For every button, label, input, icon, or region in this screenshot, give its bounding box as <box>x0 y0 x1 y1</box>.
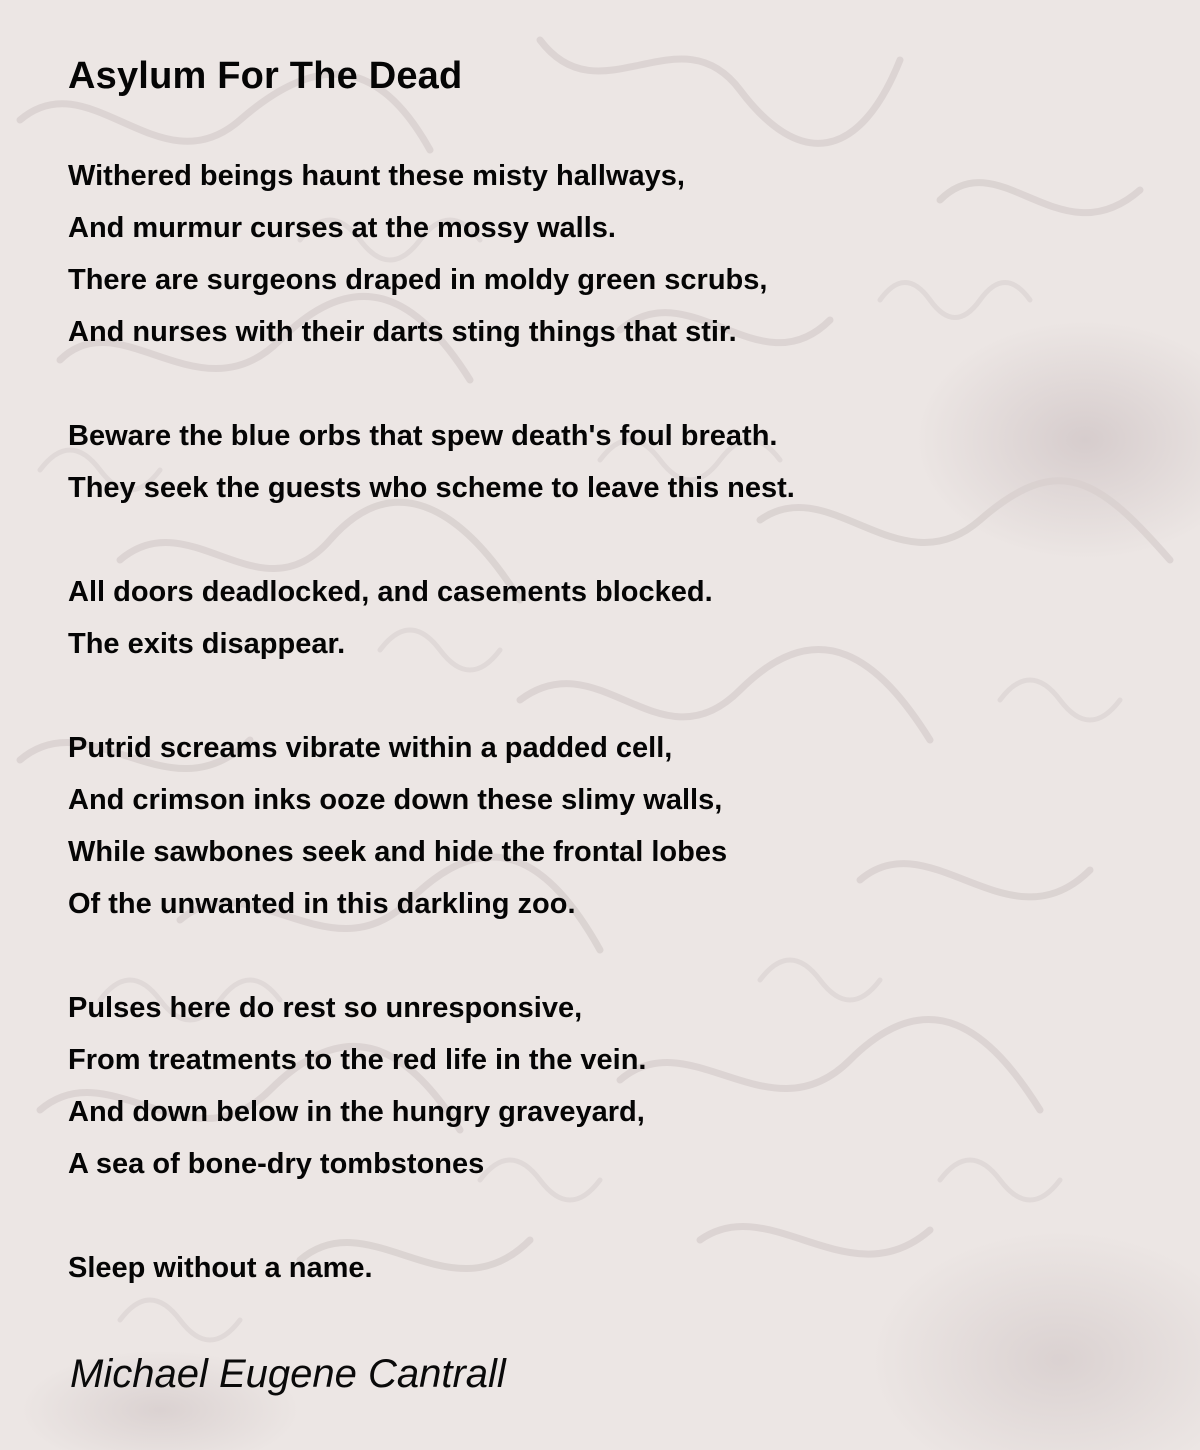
poem-line: Withered beings haunt these misty hallways, <box>68 160 685 192</box>
poem-title: Asylum For The Dead <box>68 55 463 97</box>
poem-line: Putrid screams vibrate within a padded cell, <box>68 732 673 764</box>
poem-line: And nurses with their darts sting things that stir. <box>68 316 737 348</box>
poem-line: Pulses here do rest so unresponsive, <box>68 992 583 1024</box>
stanza <box>68 150 1168 358</box>
poem-line: Beware the blue orbs that spew death's foul breath. <box>68 420 778 452</box>
stanza <box>68 1242 1168 1294</box>
stanza <box>68 410 1168 514</box>
poem-body <box>68 150 1168 1346</box>
stanza <box>68 566 1168 670</box>
poem-line: And murmur curses at the mossy walls. <box>68 212 616 244</box>
author-name: Michael Eugene Cantrall <box>70 1352 506 1396</box>
poem-line: While sawbones seek and hide the frontal lobes <box>68 836 728 868</box>
poem-line: Sleep without a name. <box>68 1252 373 1284</box>
poem-line: And down below in the hungry graveyard, <box>68 1096 645 1128</box>
poem-line: From treatments to the red life in the vein. <box>68 1044 647 1076</box>
poem-line: All doors deadlocked, and casements blocked. <box>68 576 713 608</box>
poem-line: The exits disappear. <box>68 628 346 660</box>
poem-line: Of the unwanted in this darkling zoo. <box>68 888 576 920</box>
poem-line: And crimson inks ooze down these slimy walls, <box>68 784 723 816</box>
stanza <box>68 982 1168 1190</box>
poem-line: They seek the guests who scheme to leave this nest. <box>68 472 795 504</box>
poem-line: A sea of bone-dry tombstones <box>68 1148 485 1180</box>
poem-line: There are surgeons draped in moldy green scrubs, <box>68 264 768 296</box>
stanza <box>68 722 1168 930</box>
